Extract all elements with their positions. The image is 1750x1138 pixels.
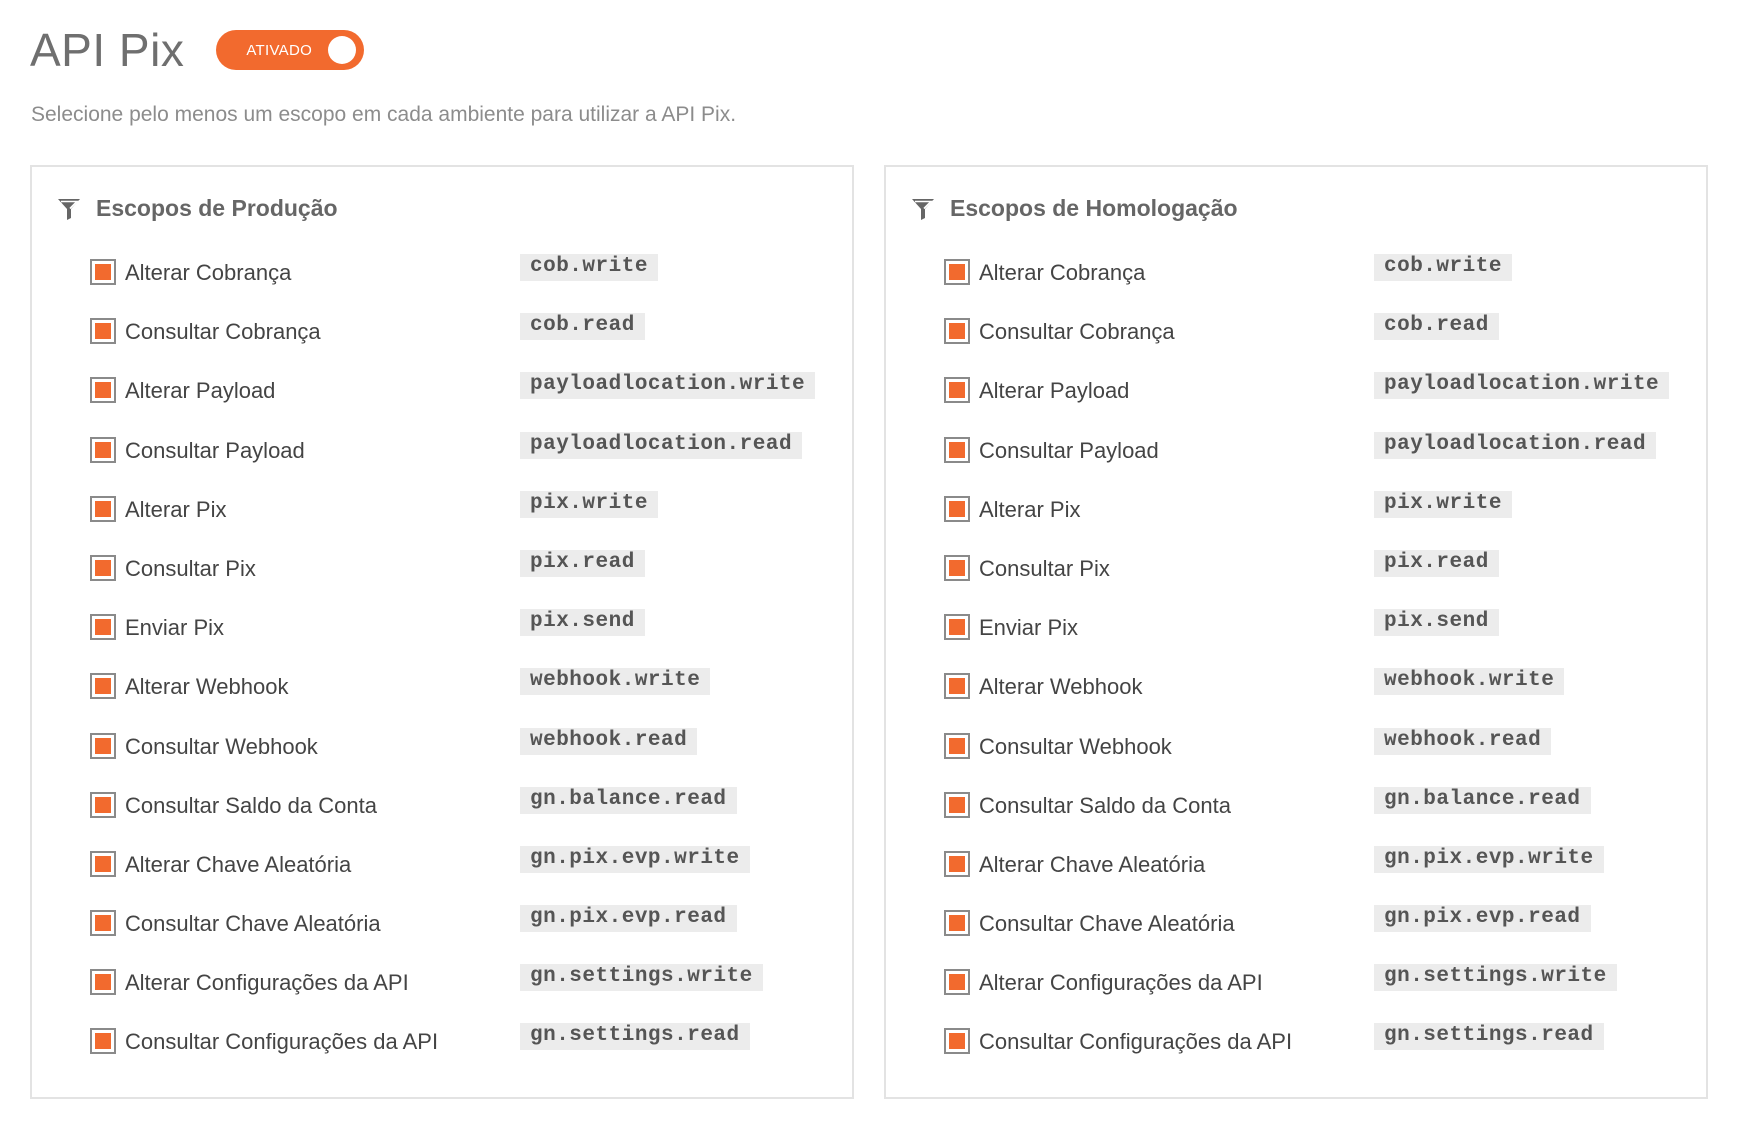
- scope-checkbox[interactable]: [90, 259, 116, 285]
- page-subtitle: Selecione pelo menos um escopo em cada ambiente para utilizar a API Pix.: [31, 103, 737, 126]
- scope-checkbox[interactable]: [944, 555, 970, 581]
- scope-checkbox[interactable]: [944, 318, 970, 344]
- panel-title: Escopos de Produção: [96, 195, 338, 221]
- scope-checkbox[interactable]: [944, 377, 970, 403]
- scope-row: [944, 776, 1684, 835]
- scope-code: webhook.read: [1374, 728, 1551, 755]
- checkbox-checked-mark: [95, 738, 111, 754]
- checkbox-checked-mark: [949, 264, 965, 280]
- scope-label[interactable]: Consultar Pix: [979, 555, 1110, 581]
- scope-row: [90, 835, 830, 894]
- scope-label[interactable]: Consultar Saldo da Conta: [979, 792, 1231, 818]
- scope-label[interactable]: Enviar Pix: [125, 615, 225, 641]
- scope-label[interactable]: Alterar Payload: [125, 378, 276, 404]
- checkbox-checked-mark: [95, 678, 111, 694]
- scope-row: [90, 1012, 830, 1071]
- scope-label[interactable]: Consultar Pix: [125, 555, 256, 581]
- scope-code: gn.settings.write: [1374, 964, 1617, 991]
- scope-code: gn.balance.read: [1374, 787, 1591, 814]
- production-scopes-panel: [30, 165, 854, 1099]
- scope-checkbox[interactable]: [944, 259, 970, 285]
- checkbox-checked-mark: [95, 974, 111, 990]
- scope-label[interactable]: Consultar Webhook: [125, 733, 318, 759]
- scope-code: gn.settings.write: [520, 964, 763, 991]
- scope-label[interactable]: Alterar Cobrança: [979, 260, 1146, 285]
- scope-row: [944, 717, 1684, 776]
- checkbox-checked-mark: [95, 1033, 111, 1049]
- scope-label[interactable]: Consultar Chave Aleatória: [125, 911, 381, 937]
- checkbox-checked-mark: [949, 442, 965, 458]
- scope-code: pix.write: [1374, 491, 1512, 518]
- scope-label[interactable]: Enviar Pix: [979, 615, 1079, 641]
- scope-list: [944, 243, 1684, 1072]
- checkbox-checked-mark: [95, 560, 111, 576]
- toggle-knob: [328, 36, 356, 64]
- scope-label[interactable]: Alterar Chave Aleatória: [979, 851, 1206, 877]
- scope-code: cob.read: [1374, 313, 1499, 340]
- filter-icon: [56, 196, 82, 222]
- scope-label[interactable]: Alterar Webhook: [125, 674, 289, 700]
- checkbox-checked-mark: [95, 856, 111, 872]
- scope-label[interactable]: Consultar Configurações da API: [979, 1029, 1293, 1055]
- scope-code: pix.send: [520, 609, 645, 636]
- scope-row: [944, 361, 1684, 420]
- scope-row: [90, 480, 830, 539]
- panel-header: [56, 195, 338, 222]
- scope-code: gn.settings.read: [520, 1023, 750, 1050]
- scope-label[interactable]: Consultar Cobrança: [979, 319, 1175, 345]
- panel-header: [910, 195, 1238, 222]
- scope-label[interactable]: Alterar Pix: [125, 496, 227, 522]
- checkbox-checked-mark: [95, 382, 111, 398]
- scope-label[interactable]: Alterar Cobrança: [125, 260, 292, 285]
- scope-code: gn.pix.evp.read: [1374, 905, 1591, 932]
- checkbox-checked-mark: [949, 974, 965, 990]
- checkbox-checked-mark: [949, 1033, 965, 1049]
- checkbox-checked-mark: [949, 915, 965, 931]
- page-title: API Pix: [30, 24, 185, 76]
- scope-code: webhook.write: [520, 668, 710, 695]
- scope-row: [90, 953, 830, 1012]
- scope-checkbox[interactable]: [90, 1028, 116, 1054]
- scope-checkbox[interactable]: [944, 792, 970, 818]
- scope-label[interactable]: Consultar Payload: [979, 437, 1159, 463]
- scope-label[interactable]: Consultar Payload: [125, 437, 305, 463]
- scope-row: [944, 894, 1684, 953]
- toggle-label: ATIVADO: [246, 41, 313, 59]
- scope-label[interactable]: Alterar Pix: [979, 496, 1081, 522]
- scope-row: [944, 243, 1684, 302]
- scope-row: [90, 302, 830, 361]
- scope-row: [90, 539, 830, 598]
- scope-code: cob.read: [520, 313, 645, 340]
- scope-checkbox[interactable]: [944, 969, 970, 995]
- scope-code: cob.write: [1374, 254, 1512, 281]
- scope-checkbox[interactable]: [90, 792, 116, 818]
- scope-checkbox[interactable]: [90, 733, 116, 759]
- scope-code: payloadlocation.read: [1374, 432, 1656, 459]
- page-header: [30, 22, 364, 78]
- scope-checkbox[interactable]: [944, 851, 970, 877]
- checkbox-checked-mark: [949, 856, 965, 872]
- scope-row: [90, 361, 830, 420]
- scope-row: [90, 776, 830, 835]
- checkbox-checked-mark: [949, 382, 965, 398]
- scope-checkbox[interactable]: [90, 910, 116, 936]
- scope-checkbox[interactable]: [90, 673, 116, 699]
- scope-code: pix.write: [520, 491, 658, 518]
- scope-checkbox[interactable]: [944, 673, 970, 699]
- scope-row: [944, 421, 1684, 480]
- scope-label[interactable]: Alterar Configurações da API: [125, 970, 409, 996]
- checkbox-checked-mark: [95, 619, 111, 635]
- scope-row: [90, 717, 830, 776]
- scope-code: cob.write: [520, 254, 658, 281]
- scope-code: gn.balance.read: [520, 787, 737, 814]
- scope-checkbox[interactable]: [90, 851, 116, 877]
- checkbox-checked-mark: [949, 501, 965, 517]
- scope-row: [944, 480, 1684, 539]
- scope-row: [90, 657, 830, 716]
- scope-label[interactable]: Alterar Chave Aleatória: [125, 851, 352, 877]
- scope-row: [90, 598, 830, 657]
- scope-row: [944, 539, 1684, 598]
- panel-title: Escopos de Homologação: [950, 195, 1238, 221]
- scope-row: [90, 243, 830, 302]
- scope-row: [944, 598, 1684, 657]
- checkbox-checked-mark: [949, 678, 965, 694]
- scope-row: [944, 953, 1684, 1012]
- scope-checkbox[interactable]: [90, 496, 116, 522]
- scope-code: webhook.write: [1374, 668, 1564, 695]
- scope-checkbox[interactable]: [90, 614, 116, 640]
- scope-row: [944, 657, 1684, 716]
- scope-checkbox[interactable]: [944, 437, 970, 463]
- scope-label[interactable]: Consultar Saldo da Conta: [125, 792, 377, 818]
- scope-checkbox[interactable]: [944, 614, 970, 640]
- scope-label[interactable]: Consultar Cobrança: [125, 319, 321, 345]
- scope-row: [90, 421, 830, 480]
- scope-code: payloadlocation.read: [520, 432, 802, 459]
- checkbox-checked-mark: [95, 442, 111, 458]
- scope-row: [944, 835, 1684, 894]
- scope-checkbox[interactable]: [90, 555, 116, 581]
- scope-code: pix.send: [1374, 609, 1499, 636]
- checkbox-checked-mark: [949, 738, 965, 754]
- filter-icon: [910, 196, 936, 222]
- checkbox-checked-mark: [95, 264, 111, 280]
- scope-checkbox[interactable]: [90, 437, 116, 463]
- scope-code: gn.pix.evp.read: [520, 905, 737, 932]
- scope-code: payloadlocation.write: [520, 372, 815, 399]
- scope-label[interactable]: Consultar Configurações da API: [125, 1029, 439, 1055]
- checkbox-checked-mark: [949, 560, 965, 576]
- scope-label[interactable]: Alterar Payload: [979, 378, 1130, 404]
- api-enabled-toggle[interactable]: [216, 30, 364, 70]
- scope-code: pix.read: [520, 550, 645, 577]
- scope-label[interactable]: Alterar Webhook: [979, 674, 1143, 700]
- scope-checkbox[interactable]: [944, 1028, 970, 1054]
- checkbox-checked-mark: [949, 797, 965, 813]
- scope-label[interactable]: Consultar Webhook: [979, 733, 1172, 759]
- scope-checkbox[interactable]: [90, 969, 116, 995]
- scope-code: gn.pix.evp.write: [520, 846, 750, 873]
- scope-code: gn.settings.read: [1374, 1023, 1604, 1050]
- scope-code: gn.pix.evp.write: [1374, 846, 1604, 873]
- scope-label[interactable]: Consultar Chave Aleatória: [979, 911, 1235, 937]
- scope-checkbox[interactable]: [90, 318, 116, 344]
- scope-checkbox[interactable]: [944, 910, 970, 936]
- checkbox-checked-mark: [949, 323, 965, 339]
- homologation-scopes-panel: [884, 165, 1708, 1099]
- scope-row: [944, 1012, 1684, 1071]
- scope-code: payloadlocation.write: [1374, 372, 1669, 399]
- scope-label[interactable]: Alterar Configurações da API: [979, 970, 1263, 996]
- checkbox-checked-mark: [95, 915, 111, 931]
- scope-list: [90, 243, 830, 1072]
- scope-checkbox[interactable]: [944, 733, 970, 759]
- scope-checkbox[interactable]: [944, 496, 970, 522]
- checkbox-checked-mark: [949, 619, 965, 635]
- scope-code: pix.read: [1374, 550, 1499, 577]
- scope-code: webhook.read: [520, 728, 697, 755]
- scope-row: [90, 894, 830, 953]
- scope-checkbox[interactable]: [90, 377, 116, 403]
- checkbox-checked-mark: [95, 501, 111, 517]
- scope-row: [944, 302, 1684, 361]
- checkbox-checked-mark: [95, 323, 111, 339]
- checkbox-checked-mark: [95, 797, 111, 813]
